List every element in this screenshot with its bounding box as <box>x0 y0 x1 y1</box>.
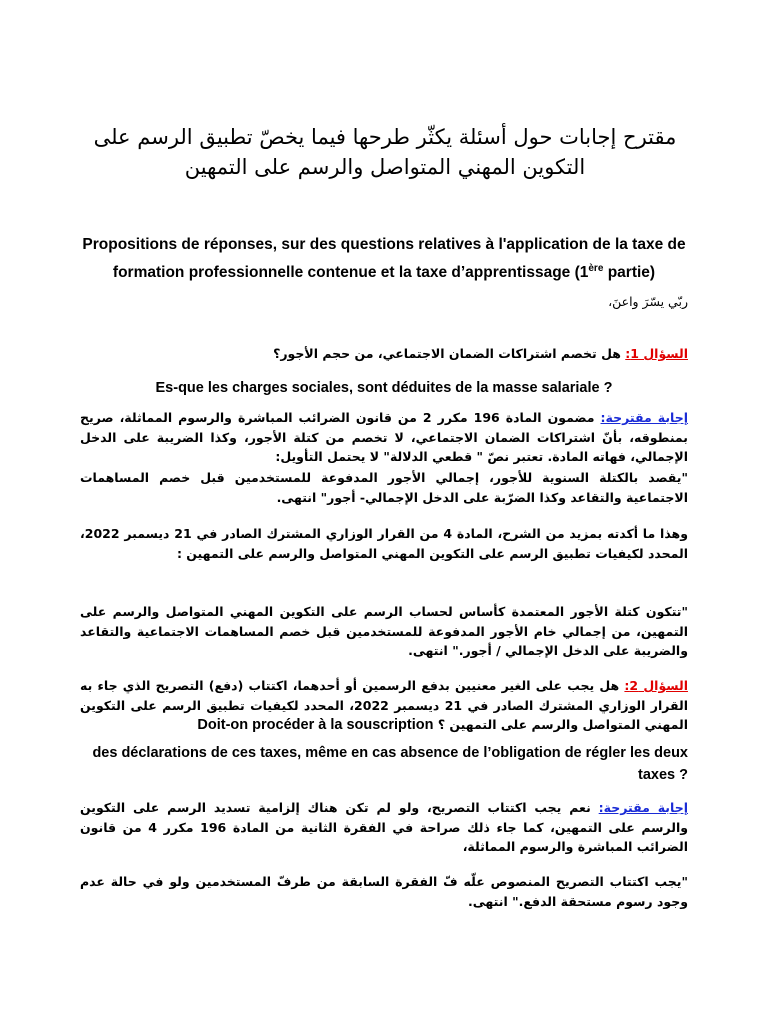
answer-2-text: نعم يجب اكتتاب التصريح، ولو لم تكن هناك إلزامية تسديد الرسم على التكوين والرسم على التمهين، كما جاء ذلك صراحة في الفقرة الثانية من المادة 196 مكرر 4 من قانون الضرائب المباشرة والرسوم المماثلة، <box>80 800 688 854</box>
question-1-fr: Es-que les charges sociales, sont déduites de la masse salariale ? <box>155 380 613 396</box>
answer-1-label: إجابة مقترحة: <box>600 410 689 425</box>
french-title-superscript: ère <box>588 263 604 274</box>
question-2-ar <box>80 676 688 736</box>
answer-2-quote: "يجب اكتتاب التصريح المنصوص علّه فّ الفقرة السابقة من طرفّ المستخدمين ولو في حالة عدم وجود رسوم مستحقة الدفع." انتهى. <box>80 874 688 909</box>
invocation: ربّي يسّرَ واعنَ، <box>608 294 688 309</box>
answer-1-text: مضمون المادة 196 مكرر 2 من قانون الضرائب المباشرة والرسوم المماثلة، صريح بمنطوقه، بأنّ اشتراكات الضمان الاجتماعي، لا تخصم من كتلة الأجور، وكذا الضريبة على الدخل الإجمالي، فهاته المادة. تعتبر نصّ " قطعي الدلالة" لا يحتمل التأويل: <box>80 410 688 464</box>
answer-1-quote: "يقصد بالكتلة السنوية للأجور، إجمالي الأجور المدفوعة للمستخدمين قبل خصم المساهمات الاجتماعية والتقاعد وكذا الضرّبة على الدخل الإجمالي- أجور" انتهى. <box>80 470 688 505</box>
arabic-title: مقترح إجابات حول أسئلة يكثّر طرحها فيما يخصّ تطبيق الرسم على التكوين المهني المتواصل والرسم على التمهين <box>93 125 677 179</box>
question-2-text: هل يجب على الغير معنيين بدفع الرسمين أو أحدهما، اكتتاب (دفع) التصريح الذي جاء به القرار الوزاري المشترك الصادر في 21 ديسمبر 2022، المحدد لكيفيات تطبيق الرسم على التكوين المهني المتواصل والرسم على التمهين ؟ <box>80 678 688 732</box>
french-title-main: Propositions de réponses, sur des questions relatives à l'application de la taxe de formation professionnelle contenue et la taxe d’apprentissage (1 <box>82 236 686 282</box>
question-2-fr: des déclarations de ces taxes, même en cas absence de l’obligation de régler les deux taxes ? <box>92 745 688 783</box>
french-title-end: partie) <box>603 264 656 282</box>
answer-2 <box>80 798 688 857</box>
question-1-label: السؤال 1: <box>625 346 688 361</box>
question-1-ar <box>80 344 688 364</box>
french-title <box>70 233 698 285</box>
question-1-text: هل تخصم اشتراكات الضمان الاجتماعي، من حجم الأجور؟ <box>273 346 626 361</box>
answer-1-quote-2: "تتكون كتلة الأجور المعتمدة كأساس لحساب الرسم على التكوين المهني المتواصل والرسم على التمهين، من إجمالي خام الأجور المدفوعة للمستخدمين قبل خصم المساهمات الاجتماعية والتقاعد والضريبة على الدخل الإجمالي / أجور." انتهى. <box>80 604 688 658</box>
answer-2-label: إجابة مقترحة: <box>598 800 688 815</box>
answer-1-paragraph-2: وهذا ما أكدته بمزيد من الشرح، المادة 4 من القرار الوزاري المشترك الصادر في 21 ديسمبر 2022، المحدد لكيفيات تطبيق الرسم على التكوين المهني المتواصل والرسم على التمهين : <box>80 526 688 561</box>
question-2-label: السؤال 2: <box>624 678 688 693</box>
question-2-fr-inline: Doit-on procéder à la souscription <box>197 717 434 733</box>
answer-1 <box>80 408 688 467</box>
